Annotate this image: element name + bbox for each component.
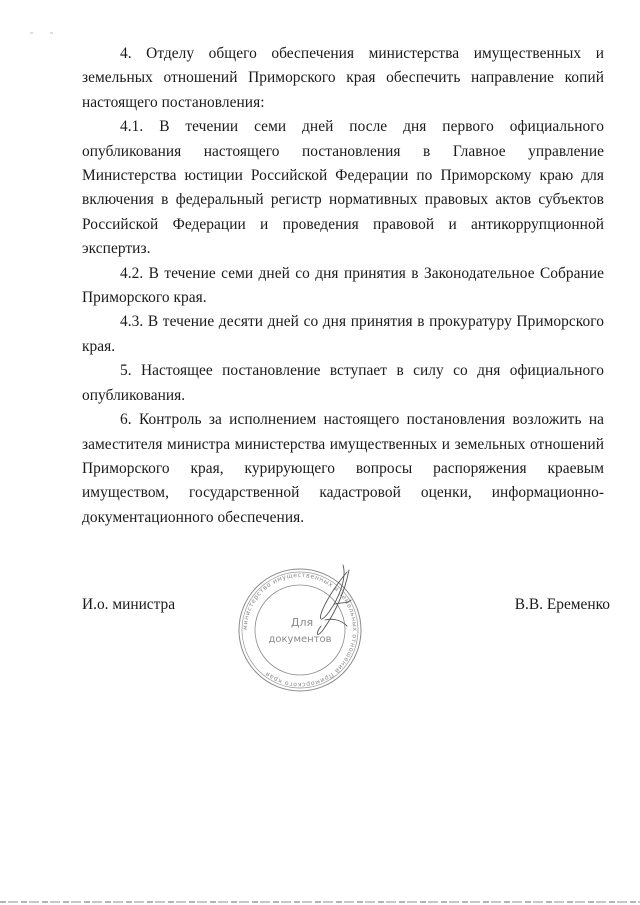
paragraph-6: 6. Контроль за исполнением настоящего постановления возложить на заместителя министра министерства имущественных и земельных отношений Приморского края, курирующего вопросы распоряжения краевым имуществом, государственной кадастровой оценки, информационно-документационного обеспечения. — [82, 411, 604, 526]
official-stamp — [225, 560, 375, 700]
stamp-ring-text: министерство имущественных и земельных отношений Приморского края — [241, 571, 359, 689]
paragraph-4-3: 4.3. В течение десяти дней со дня принятия в прокуратуру Приморского края. — [82, 313, 604, 355]
scan-artifact — [30, 22, 54, 26]
signer-name: В.В. Еременко — [514, 596, 610, 613]
stamp-center-line1: Для — [290, 616, 314, 629]
scan-edge-line — [0, 901, 640, 903]
paragraph-5: 5. Настоящее постановление вступает в силу со дня официального опубликования. — [82, 362, 604, 404]
paragraph-4: 4. Отделу общего обеспечения министерства имущественных и земельных отношений Приморского края обеспечить направление копий настоящего постановления: — [82, 45, 604, 111]
paragraph-4-1: 4.1. В течении семи дней после дня первого официального опубликования настоящего постановления в Главное управление Министерства юстиции Российской Федерации по Приморскому краю для включения в федеральный регистр нормативных правовых актов субъектов Российской Федерации и проведения правовой и антикоррупционной экспертиз. — [82, 118, 604, 258]
document-body — [82, 42, 604, 530]
paragraph-4-2: 4.2. В течение семи дней со дня принятия в Законодательное Собрание Приморского края. — [82, 264, 604, 307]
signer-position: И.о. министра — [82, 596, 176, 613]
stamp-center-line2: документов — [268, 634, 332, 645]
